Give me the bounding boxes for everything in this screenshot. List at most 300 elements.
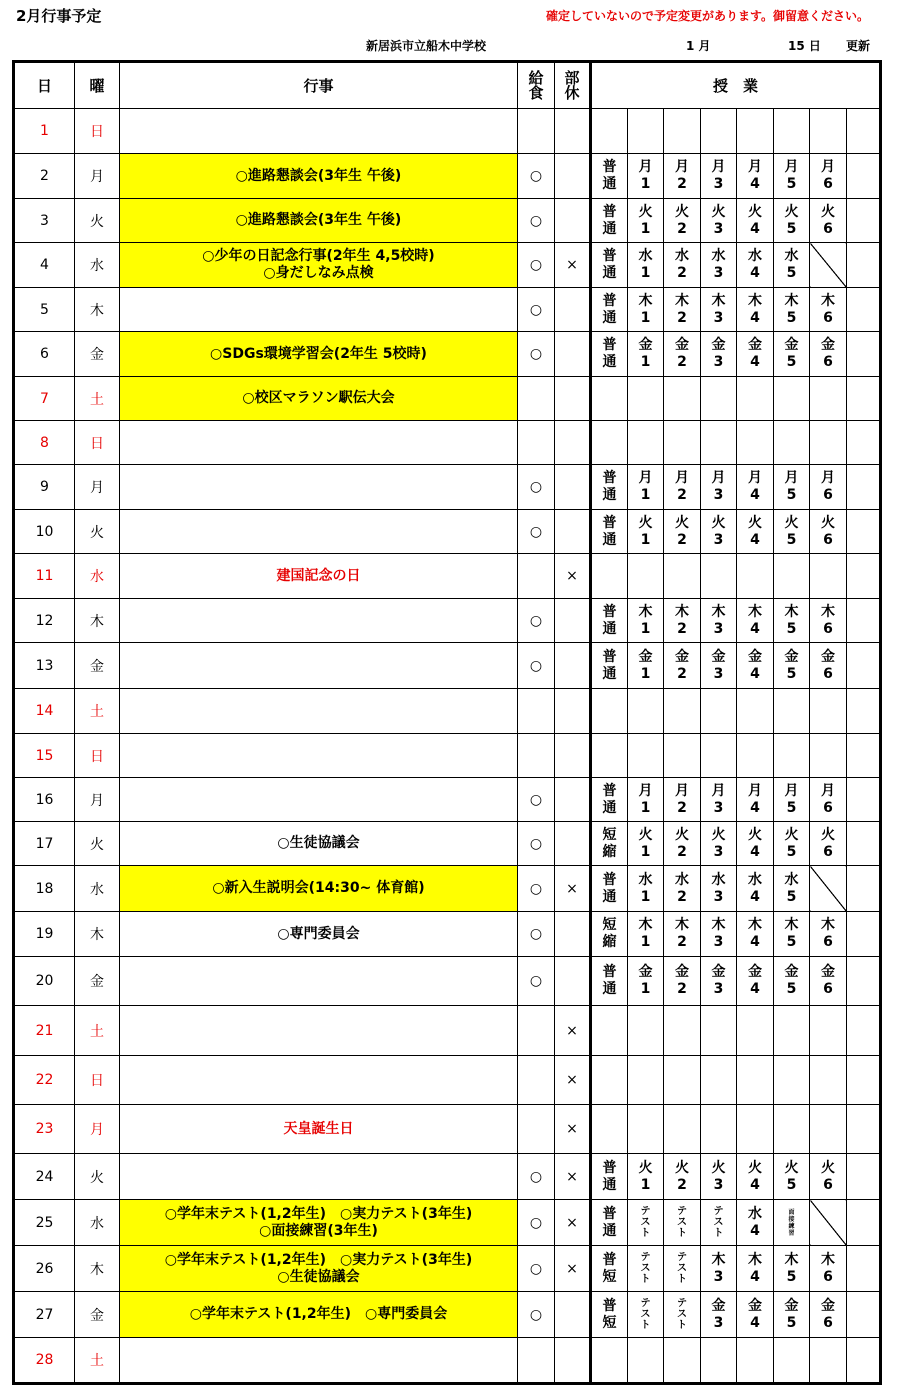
period-cell: 金 6 — [810, 643, 847, 689]
period-cell: 金 6 — [810, 957, 847, 1006]
period-cell — [847, 599, 881, 643]
period-cell: 金 6 — [810, 332, 847, 377]
period-cell — [847, 912, 881, 957]
period-cell: 月 3 — [701, 465, 737, 510]
period-cell: 火 5 — [774, 199, 810, 243]
day-cell: 27 — [14, 1292, 75, 1338]
period-cell — [701, 734, 737, 778]
schedule-row — [14, 199, 881, 243]
period-cell: 火 6 — [810, 822, 847, 866]
class-type-cell — [591, 421, 628, 465]
day-cell: 20 — [14, 957, 75, 1006]
weekday-cell: 日 — [75, 734, 120, 778]
day-cell: 6 — [14, 332, 75, 377]
period-cell: 火 1 — [628, 199, 664, 243]
period-cell — [810, 734, 847, 778]
schedule-row — [14, 1056, 881, 1105]
period-cell — [737, 734, 774, 778]
period-cell — [810, 109, 847, 154]
club-rest-mark — [555, 465, 591, 510]
period-cell: 火 1 — [628, 510, 664, 554]
weekday-cell: 木 — [75, 1246, 120, 1292]
events-cell — [120, 822, 518, 866]
period-cell: 月 2 — [664, 154, 701, 199]
schedule-row — [14, 734, 881, 778]
period-cell: 木 6 — [810, 1246, 847, 1292]
col-header-weekday: 曜 — [75, 62, 120, 109]
day-cell: 5 — [14, 288, 75, 332]
weekday-cell: 日 — [75, 421, 120, 465]
period-cell — [847, 554, 881, 599]
club-rest-mark — [555, 912, 591, 957]
updated-label: 更新 — [846, 39, 871, 53]
lunch-mark: ○ — [518, 643, 555, 689]
class-type-cell: 普 通 — [591, 1154, 628, 1200]
weekday-cell: 金 — [75, 643, 120, 689]
weekday-cell: 火 — [75, 199, 120, 243]
period-cell: 火 6 — [810, 1154, 847, 1200]
period-cell: 月 5 — [774, 465, 810, 510]
period-cell — [628, 689, 664, 734]
period-cell: テ ス ト — [628, 1292, 664, 1338]
lunch-mark: ○ — [518, 912, 555, 957]
period-cell — [847, 1105, 881, 1154]
club-rest-mark: × — [555, 1154, 591, 1200]
schedule-row — [14, 154, 881, 199]
period-cell — [847, 109, 881, 154]
period-cell — [774, 689, 810, 734]
day-cell: 17 — [14, 822, 75, 866]
club-rest-mark: × — [555, 866, 591, 912]
period-cell — [774, 734, 810, 778]
events-cell — [120, 377, 518, 421]
club-rest-mark: × — [555, 1200, 591, 1246]
period-cell — [810, 377, 847, 421]
schedule-row — [14, 421, 881, 465]
events-cell — [120, 1006, 518, 1056]
period-cell — [628, 421, 664, 465]
club-rest-mark — [555, 510, 591, 554]
schedule-table — [12, 60, 882, 1385]
weekday-cell: 月 — [75, 465, 120, 510]
events-cell — [120, 1154, 518, 1200]
col-header-classes: 授 業 — [591, 62, 881, 109]
col-header-lunch: 給 食 — [518, 62, 555, 109]
lunch-mark: ○ — [518, 1292, 555, 1338]
period-cell: 水 3 — [701, 243, 737, 288]
weekday-cell: 土 — [75, 1338, 120, 1384]
class-type-cell: 普 通 — [591, 288, 628, 332]
day-cell: 2 — [14, 154, 75, 199]
period-cell — [810, 1056, 847, 1105]
period-cell: 金 1 — [628, 332, 664, 377]
col-header-events: 行事 — [120, 62, 518, 109]
period-cell: 金 3 — [701, 957, 737, 1006]
period-cell — [664, 1105, 701, 1154]
events-cell — [120, 554, 518, 599]
events-cell — [120, 1292, 518, 1338]
period-cell — [628, 377, 664, 421]
class-type-cell: 普 通 — [591, 1200, 628, 1246]
schedule-row — [14, 912, 881, 957]
class-type-cell — [591, 689, 628, 734]
period-cell — [847, 778, 881, 822]
period-cell: 火 2 — [664, 510, 701, 554]
schedule-row — [14, 1338, 881, 1384]
events-cell — [120, 599, 518, 643]
club-rest-mark — [555, 734, 591, 778]
period-cell: 火 5 — [774, 510, 810, 554]
period-cell: 火 5 — [774, 1154, 810, 1200]
period-cell: 金 2 — [664, 332, 701, 377]
lunch-mark — [518, 421, 555, 465]
period-cell: 木 5 — [774, 912, 810, 957]
period-cell — [847, 1292, 881, 1338]
class-type-cell — [591, 109, 628, 154]
period-cell: 水 4 — [737, 1200, 774, 1246]
period-cell — [664, 1338, 701, 1384]
class-type-cell: 普 短 — [591, 1292, 628, 1338]
change-notice: 確定していないので予定変更があります。御留意ください。 — [545, 9, 869, 23]
period-cell — [810, 689, 847, 734]
club-rest-mark — [555, 599, 591, 643]
period-cell: 水 4 — [737, 243, 774, 288]
period-cell — [737, 1338, 774, 1384]
event-item: ○学年末テスト(1,2年生) ○専門委員会 — [189, 1306, 448, 1322]
class-type-cell: 短 縮 — [591, 822, 628, 866]
period-cell — [847, 1006, 881, 1056]
event-item: ○身だしなみ点検 — [263, 265, 374, 281]
period-cell — [628, 734, 664, 778]
period-cell — [737, 554, 774, 599]
no-class-cell — [810, 243, 847, 288]
period-cell — [847, 243, 881, 288]
lunch-mark: ○ — [518, 822, 555, 866]
schedule-row — [14, 377, 881, 421]
events-cell — [120, 734, 518, 778]
period-cell: テ ス ト — [664, 1200, 701, 1246]
club-rest-mark: × — [555, 1006, 591, 1056]
event-item: 建国記念の日 — [276, 567, 361, 584]
lunch-mark: ○ — [518, 288, 555, 332]
period-cell: 火 4 — [737, 199, 774, 243]
period-cell — [847, 1056, 881, 1105]
period-cell: 月 6 — [810, 465, 847, 510]
period-cell: 木 1 — [628, 912, 664, 957]
class-type-cell: 普 通 — [591, 643, 628, 689]
lunch-mark: ○ — [518, 1154, 555, 1200]
period-cell — [774, 1056, 810, 1105]
weekday-cell: 水 — [75, 866, 120, 912]
day-cell: 21 — [14, 1006, 75, 1056]
period-cell — [664, 1056, 701, 1105]
period-cell — [847, 288, 881, 332]
period-cell — [737, 689, 774, 734]
class-type-cell: 普 通 — [591, 154, 628, 199]
period-cell: 木 6 — [810, 599, 847, 643]
period-cell — [847, 822, 881, 866]
period-cell: 木 1 — [628, 288, 664, 332]
class-type-cell — [591, 377, 628, 421]
lunch-mark: ○ — [518, 957, 555, 1006]
day-cell: 16 — [14, 778, 75, 822]
period-cell — [774, 1105, 810, 1154]
period-cell: 火 5 — [774, 822, 810, 866]
club-rest-mark — [555, 377, 591, 421]
events-cell — [120, 332, 518, 377]
weekday-cell: 金 — [75, 332, 120, 377]
period-cell — [810, 1006, 847, 1056]
updated-day: 15 日 — [788, 39, 821, 53]
period-cell: 火 6 — [810, 199, 847, 243]
event-item: ○進路懇談会(3年生 午後) — [235, 212, 402, 228]
lunch-mark — [518, 689, 555, 734]
period-cell: 木 5 — [774, 599, 810, 643]
day-cell: 24 — [14, 1154, 75, 1200]
weekday-cell: 水 — [75, 554, 120, 599]
period-cell — [737, 1105, 774, 1154]
lunch-mark: ○ — [518, 1246, 555, 1292]
period-cell — [847, 1246, 881, 1292]
class-type-cell: 普 通 — [591, 243, 628, 288]
period-cell: 月 1 — [628, 465, 664, 510]
events-cell — [120, 465, 518, 510]
period-cell: 火 4 — [737, 510, 774, 554]
events-cell — [120, 109, 518, 154]
schedule-row — [14, 288, 881, 332]
class-type-cell: 普 通 — [591, 465, 628, 510]
event-item: ○進路懇談会(3年生 午後) — [235, 167, 402, 184]
day-cell: 14 — [14, 689, 75, 734]
period-cell: テ ス ト — [701, 1200, 737, 1246]
period-cell — [847, 510, 881, 554]
period-cell: 火 3 — [701, 1154, 737, 1200]
period-cell — [701, 1056, 737, 1105]
period-cell: 水 2 — [664, 243, 701, 288]
period-cell — [847, 1200, 881, 1246]
period-cell — [810, 1105, 847, 1154]
weekday-cell: 水 — [75, 1200, 120, 1246]
day-cell: 1 — [14, 109, 75, 154]
weekday-cell: 土 — [75, 689, 120, 734]
events-cell — [120, 1338, 518, 1384]
period-cell: 水 2 — [664, 866, 701, 912]
period-cell — [664, 554, 701, 599]
schedule-row — [14, 778, 881, 822]
events-cell — [120, 243, 518, 288]
club-rest-mark: × — [555, 1056, 591, 1105]
club-rest-mark — [555, 288, 591, 332]
period-cell: 木 2 — [664, 288, 701, 332]
day-cell: 28 — [14, 1338, 75, 1384]
weekday-cell: 木 — [75, 599, 120, 643]
weekday-cell: 日 — [75, 109, 120, 154]
class-type-cell: 普 通 — [591, 599, 628, 643]
class-type-cell: 普 通 — [591, 866, 628, 912]
class-type-cell — [591, 554, 628, 599]
day-cell: 23 — [14, 1105, 75, 1154]
period-cell — [701, 1105, 737, 1154]
schedule-row — [14, 109, 881, 154]
club-rest-mark: × — [555, 1246, 591, 1292]
period-cell — [628, 1006, 664, 1056]
events-cell — [120, 288, 518, 332]
lunch-mark: ○ — [518, 778, 555, 822]
class-type-cell — [591, 1006, 628, 1056]
lunch-mark: ○ — [518, 199, 555, 243]
period-cell — [847, 734, 881, 778]
lunch-mark: ○ — [518, 866, 555, 912]
period-cell — [810, 1338, 847, 1384]
period-cell: 火 3 — [701, 822, 737, 866]
period-cell: 金 1 — [628, 957, 664, 1006]
lunch-mark — [518, 1006, 555, 1056]
period-cell: 火 1 — [628, 822, 664, 866]
lunch-mark — [518, 734, 555, 778]
event-item: ○SDGs環境学習会(2年生 5校時) — [210, 345, 427, 362]
period-cell: 木 3 — [701, 1246, 737, 1292]
period-cell: テ ス ト — [628, 1246, 664, 1292]
event-item: ○新入生説明会(14:30~ 体育館) — [212, 880, 425, 896]
schedule-row — [14, 465, 881, 510]
class-type-cell: 普 通 — [591, 199, 628, 243]
period-cell — [737, 1006, 774, 1056]
club-rest-mark: × — [555, 1105, 591, 1154]
period-cell — [628, 109, 664, 154]
lunch-mark: ○ — [518, 599, 555, 643]
event-item: 天皇誕生日 — [283, 1120, 354, 1137]
period-cell — [628, 1056, 664, 1105]
period-cell: 木 5 — [774, 1246, 810, 1292]
period-cell: 火 2 — [664, 822, 701, 866]
schedule-row — [14, 822, 881, 866]
period-cell: 月 3 — [701, 154, 737, 199]
class-type-cell: 短 縮 — [591, 912, 628, 957]
school-name: 新居浜市立船木中学校 — [366, 39, 487, 53]
period-cell — [701, 554, 737, 599]
day-cell: 25 — [14, 1200, 75, 1246]
event-item: ○専門委員会 — [277, 925, 360, 942]
period-cell — [810, 554, 847, 599]
period-cell: 火 4 — [737, 1154, 774, 1200]
period-cell: 火 2 — [664, 199, 701, 243]
period-cell: 木 4 — [737, 288, 774, 332]
lunch-mark — [518, 1338, 555, 1384]
day-cell: 9 — [14, 465, 75, 510]
club-rest-mark — [555, 421, 591, 465]
club-rest-mark — [555, 109, 591, 154]
period-cell: 水 5 — [774, 866, 810, 912]
period-cell: 金 1 — [628, 643, 664, 689]
period-cell: 水 5 — [774, 243, 810, 288]
period-cell: 水 1 — [628, 866, 664, 912]
period-cell — [664, 377, 701, 421]
events-cell — [120, 154, 518, 199]
period-cell — [628, 1338, 664, 1384]
day-cell: 26 — [14, 1246, 75, 1292]
class-type-cell: 普 通 — [591, 957, 628, 1006]
class-type-cell: 普 短 — [591, 1246, 628, 1292]
period-cell — [701, 109, 737, 154]
period-cell — [737, 421, 774, 465]
events-cell — [120, 510, 518, 554]
day-cell: 12 — [14, 599, 75, 643]
period-cell — [847, 421, 881, 465]
club-rest-mark: × — [555, 243, 591, 288]
schedule-row — [14, 599, 881, 643]
class-type-cell: 普 通 — [591, 778, 628, 822]
period-cell: 月 2 — [664, 465, 701, 510]
lunch-mark: ○ — [518, 1200, 555, 1246]
period-cell: 金 4 — [737, 332, 774, 377]
period-cell: 金 2 — [664, 957, 701, 1006]
schedule-row — [14, 1006, 881, 1056]
period-cell: 月 4 — [737, 778, 774, 822]
updated-month: 1 月 — [686, 39, 711, 53]
period-cell: 月 4 — [737, 154, 774, 199]
period-cell: 木 3 — [701, 288, 737, 332]
event-item: ○学年末テスト(1,2年生) ○実力テスト(3年生) — [164, 1205, 473, 1222]
club-rest-mark — [555, 1292, 591, 1338]
weekday-cell: 火 — [75, 1154, 120, 1200]
period-cell — [774, 1338, 810, 1384]
period-cell: 木 1 — [628, 599, 664, 643]
schedule-row — [14, 866, 881, 912]
period-cell: 月 5 — [774, 154, 810, 199]
event-item: ○校区マラソン駅伝大会 — [242, 390, 395, 406]
lunch-mark: ○ — [518, 332, 555, 377]
events-cell — [120, 866, 518, 912]
events-cell — [120, 957, 518, 1006]
period-cell: 金 3 — [701, 643, 737, 689]
lunch-mark: ○ — [518, 510, 555, 554]
weekday-cell: 火 — [75, 510, 120, 554]
club-rest-mark — [555, 643, 591, 689]
weekday-cell: 木 — [75, 288, 120, 332]
period-cell — [847, 1338, 881, 1384]
period-cell — [628, 554, 664, 599]
period-cell: 火 6 — [810, 510, 847, 554]
schedule-row — [14, 554, 881, 599]
class-type-cell — [591, 1056, 628, 1105]
events-cell — [120, 421, 518, 465]
period-cell: 月 3 — [701, 778, 737, 822]
period-cell: 木 5 — [774, 288, 810, 332]
page-title: 2月行事予定 — [16, 7, 102, 25]
period-cell — [774, 554, 810, 599]
class-type-cell: 普 通 — [591, 332, 628, 377]
period-cell — [847, 866, 881, 912]
period-cell: 金 5 — [774, 1292, 810, 1338]
weekday-cell: 月 — [75, 1105, 120, 1154]
class-type-cell — [591, 734, 628, 778]
events-cell — [120, 778, 518, 822]
schedule-row — [14, 1246, 881, 1292]
period-cell: テ ス ト — [664, 1246, 701, 1292]
no-class-cell — [810, 866, 847, 912]
lunch-mark — [518, 109, 555, 154]
weekday-cell: 水 — [75, 243, 120, 288]
period-cell: 月 2 — [664, 778, 701, 822]
period-cell — [810, 421, 847, 465]
period-cell — [847, 957, 881, 1006]
period-cell: 金 5 — [774, 957, 810, 1006]
class-type-cell — [591, 1105, 628, 1154]
events-cell — [120, 1056, 518, 1105]
period-cell — [847, 643, 881, 689]
events-cell — [120, 689, 518, 734]
day-cell: 3 — [14, 199, 75, 243]
